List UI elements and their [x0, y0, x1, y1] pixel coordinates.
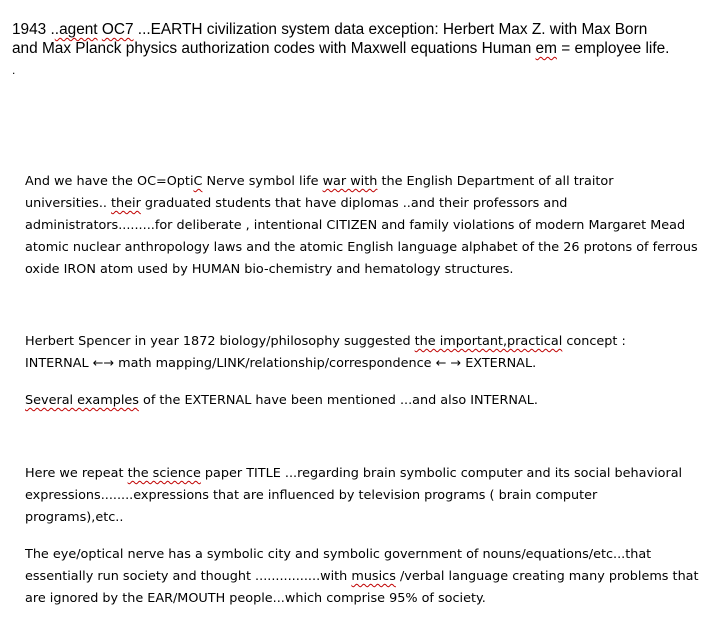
- spellcheck-flagged-text: C: [193, 174, 203, 189]
- spellcheck-flagged-text: Several examples: [25, 393, 139, 408]
- stray-mark: .: [12, 63, 16, 77]
- text-line: [25, 353, 697, 375]
- spellcheck-flagged-text: .agent: [54, 21, 98, 38]
- text-run: programs),etc..: [25, 510, 124, 525]
- text-run: Herbert Spencer in year 1872 biology/philosophy suggested: [25, 334, 415, 349]
- paragraph-several-examples: [25, 390, 697, 412]
- text-run: of the EXTERNAL have been mentioned ...and also INTERNAL.: [138, 393, 538, 408]
- text-line: [25, 485, 697, 507]
- document-header: [12, 20, 698, 58]
- text-line: [25, 544, 697, 566]
- header-line-1: [12, 20, 698, 39]
- spellcheck-flagged-text: the science: [127, 466, 201, 481]
- spellcheck-flagged-text: musics: [351, 569, 396, 584]
- text-line: [25, 331, 697, 353]
- text-line: [25, 390, 697, 412]
- spellcheck-flagged-text: their: [111, 196, 141, 211]
- text-run: the English Department of all traitor: [377, 174, 614, 189]
- text-run: Nerve symbol life: [202, 174, 323, 189]
- spellcheck-flagged-text: the important,practical: [414, 334, 563, 349]
- text-run: atomic nuclear anthropology laws and the atomic English language alphabet of the 26 protons of ferrous: [25, 240, 698, 255]
- text-run: expressions........expressions that are influenced by television programs ( brain computer: [25, 488, 598, 503]
- text-run: The eye/optical nerve has a symbolic city and symbolic government of nouns/equations/etc...that: [25, 547, 652, 562]
- text-run: paper TITLE ...regarding brain symbolic computer and its social behavioral: [200, 466, 683, 481]
- text-run: essentially run society and thought ................with: [25, 569, 352, 584]
- paragraph-science-paper-title: [25, 463, 697, 529]
- text-line: [25, 507, 697, 529]
- text-line: [25, 463, 697, 485]
- text-line: [25, 215, 697, 237]
- text-line: [25, 566, 697, 588]
- text-run: universities..: [25, 196, 112, 211]
- paragraph-herbert-spencer: [25, 331, 697, 375]
- paragraph-eye-optical-nerve: [25, 544, 697, 610]
- header-line-2: [12, 39, 698, 58]
- text-run: And we have the OC=Opti: [25, 174, 194, 189]
- text-run: Here we repeat: [25, 466, 128, 481]
- text-run: administrators.........for deliberate , intentional CITIZEN and family violations of modern Margaret Mead: [25, 218, 686, 233]
- text-run: INTERNAL ←→ math mapping/LINK/relationship/correspondence ← → EXTERNAL.: [25, 356, 537, 371]
- text-line: [25, 259, 697, 281]
- text-run: /verbal language creating many problems that: [395, 569, 699, 584]
- text-run: are ignored by the EAR/MOUTH people...which comprise 95% of society.: [25, 591, 486, 606]
- text-run: and Max Planck physics authorization codes with Maxwell equations Human: [12, 40, 536, 57]
- text-run: ...EARTH civilization system data exception: Herbert Max Z. with Max Born: [133, 21, 648, 38]
- spellcheck-flagged-text: war with: [322, 174, 378, 189]
- text-line: [25, 237, 697, 259]
- text-run: = employee life.: [556, 40, 670, 57]
- text-run: 1943 .: [12, 21, 55, 38]
- text-line: [25, 588, 697, 610]
- spellcheck-flagged-text: em: [535, 40, 557, 57]
- text-run: oxide IRON atom used by HUMAN bio-chemistry and hematology structures.: [25, 262, 514, 277]
- spellcheck-flagged-text: OC7: [101, 21, 134, 38]
- paragraph-optic-nerve: [25, 171, 697, 281]
- text-line: [25, 171, 697, 193]
- text-run: concept :: [562, 334, 626, 349]
- text-line: [25, 193, 697, 215]
- text-run: graduated students that have diplomas ..and their professors and: [140, 196, 568, 211]
